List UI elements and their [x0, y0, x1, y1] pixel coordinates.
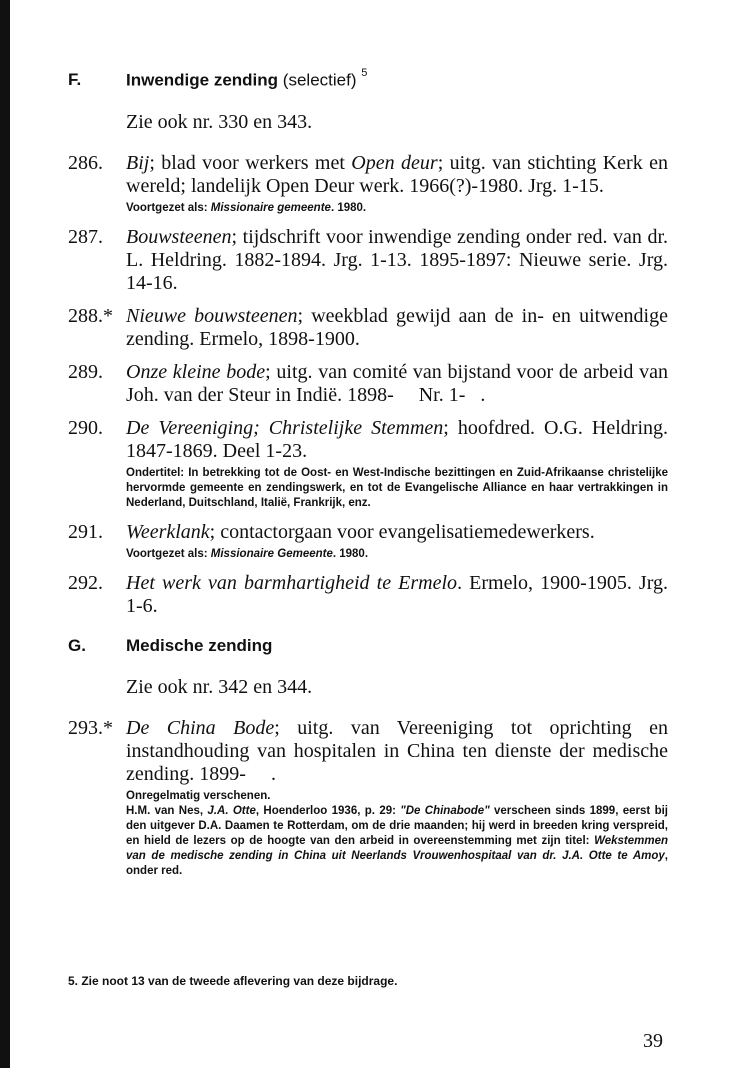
entry-number: 286.: [68, 151, 103, 174]
entry-290: [68, 417, 668, 511]
entry-number: 292.: [68, 571, 103, 594]
entry-286: [68, 152, 668, 216]
entry-note: [126, 789, 668, 879]
entry-title: Nieuwe bouwsteenen: [126, 304, 298, 327]
entry-291: [68, 521, 668, 562]
entry-text-em: Open deur: [351, 151, 438, 174]
document-page: [68, 67, 674, 889]
section-title-paren: (selectief): [282, 70, 357, 90]
entry-292: [68, 572, 668, 618]
entry-title: Bouwsteenen: [126, 225, 232, 248]
note-prefix: Voortgezet als:: [126, 547, 211, 560]
entry-text: ; uitg. van comité van bijstand voor de arbeid van Joh. van der Steur in Indië. 1898- Nr. 1- .: [126, 360, 674, 406]
page-edge-shadow: [0, 0, 10, 1068]
note-em: J.A. Otte: [207, 804, 256, 817]
entry-287: [68, 226, 668, 295]
entry-text: ; weekblad gewijd aan de in- en uitwendige zending. Ermelo, 1898-1900.: [126, 304, 668, 350]
section-title: Inwendige zending: [126, 70, 279, 90]
note-suffix: . 1980.: [330, 201, 367, 214]
section-letter: F.: [68, 70, 82, 89]
note-prefix: Voortgezet als:: [126, 201, 211, 214]
entry-title: Weerklank: [126, 520, 210, 543]
entry-number: 287.: [68, 225, 103, 248]
entry-289: [68, 360, 674, 407]
entry-text: ; uitg. van Vereeniging tot oprichting en instandhouding van hospitalen in China ten dienste der medische zending. 1899- .: [126, 716, 674, 785]
note-text: H.M. van Nes,: [126, 804, 208, 817]
entry-288: [68, 305, 668, 351]
entry-text: ; tijdschrift voor inwendige zending onder red. van dr. L. Heldring. 1882-1894. Jrg. 1-13. 1895-1897: Nieuwe serie. Jrg. 14-16.: [126, 225, 668, 294]
section-title: Medische zending: [126, 635, 273, 655]
entry-text: ; hoofdred. O.G. Heldring. 1847-1869. Deel 1-23.: [126, 416, 669, 462]
entry-title: Bij: [126, 151, 150, 174]
entry-title: De China Bode: [126, 716, 275, 739]
entry-text: ; blad voor werkers met: [149, 151, 352, 174]
entry-text: . Ermelo, 1900-1905. Jrg. 1-6.: [126, 571, 669, 617]
entry-text: ; uitg. van stichting Kerk en wereld; landelijk Open Deur werk. 1966(?)-1980. Jrg. 1-15.: [126, 151, 668, 197]
see-also-f: Zie ook nr. 330 en 343.: [126, 110, 313, 133]
note-line: Onregelmatig verschenen.: [126, 789, 271, 802]
section-f-heading: [68, 67, 668, 91]
entry-title: De Vereeniging; Christelijke Stemmen: [126, 416, 444, 439]
entry-number: 290.: [68, 416, 103, 439]
entry-text: ; contactorgaan voor evangelisatiemedewerkers.: [209, 520, 595, 543]
note-em: Wekstemmen van de medische zending in China uit Neerlands Vrouwenhospitaal van dr. J.A. Otte te Amoy: [126, 834, 668, 862]
footnote-ref: 5: [361, 67, 368, 79]
entry-number: 289.: [68, 360, 103, 383]
note-text: , onder red.: [126, 849, 668, 877]
section-letter: G.: [68, 635, 86, 655]
section-g-heading: [68, 636, 668, 656]
entry-number: 288.*: [68, 304, 113, 327]
entry-note: Ondertitel: In betrekking tot de Oost- en West-Indische bezittingen en Zuid-Afrikaanse christelijke hervormde gemeente en zendingswerk, en tot de Evangelische Alliance en haar vertrakkingen in Nederland, Duitschland, Italië, Frankrijk, enz.: [126, 466, 668, 509]
entry-number: 291.: [68, 520, 103, 543]
entry-293: [68, 716, 674, 879]
note-em: Missionaire gemeente: [210, 201, 331, 214]
entry-number: 293.*: [68, 716, 113, 739]
note-text: verscheen sinds 1899, eerst bij den uitgever D.A. Daamen te Rotterdam, om de drie maanden; hij werd in breeden kring verspreid, en hield de lezers op de hoogte van den arbeid in overeenstemming met zijn titel:: [126, 804, 668, 847]
page-number: 39: [643, 1030, 663, 1052]
note-em: Missionaire Gemeente: [210, 547, 333, 560]
note-suffix: . 1980.: [332, 547, 369, 560]
note-em: "De Chinabode": [400, 804, 490, 817]
entry-title: Het werk van barmhartigheid te Ermelo: [126, 571, 458, 594]
entry-note: [126, 547, 668, 562]
entry-note: [126, 201, 668, 216]
footnote: 5. Zie noot 13 van de tweede aflevering van deze bijdrage.: [68, 974, 398, 988]
note-text: , Hoenderloo 1936, p. 29:: [255, 804, 401, 817]
entry-title: Onze kleine bode: [126, 360, 266, 383]
see-also-g: Zie ook nr. 342 en 344.: [126, 675, 313, 698]
